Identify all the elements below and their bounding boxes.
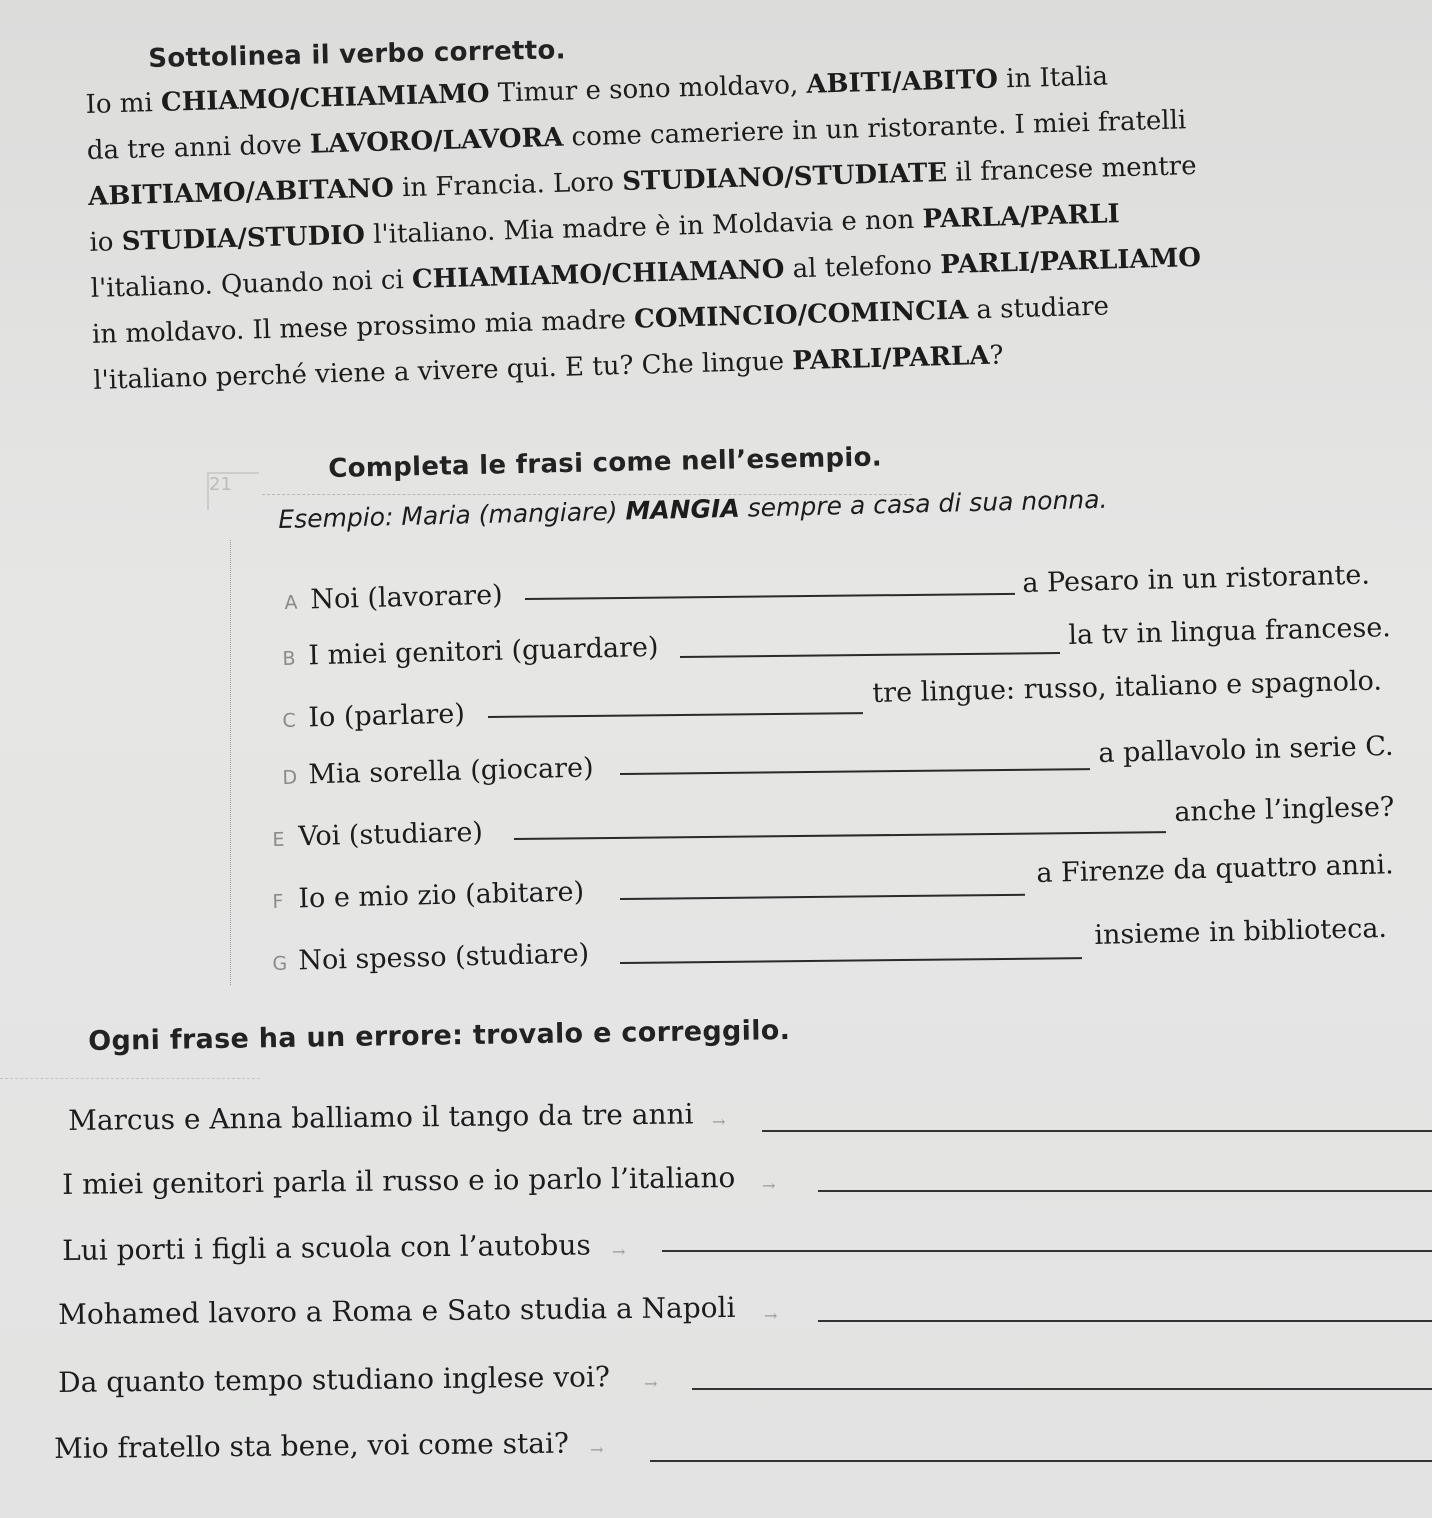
verb-choice[interactable]: ABITIAMO/ABITANO — [87, 173, 395, 212]
answer-blank[interactable] — [620, 894, 1025, 900]
error-sentence: Da quanto tempo studiano inglese voi? — [58, 1360, 611, 1399]
exercise2-title: Completa le frasi come nell’esempio. — [328, 442, 883, 484]
item-letter: B — [282, 647, 296, 670]
section-divider — [0, 1078, 260, 1079]
arrow-icon: → — [712, 1112, 726, 1131]
answer-blank[interactable] — [514, 831, 1166, 840]
answer-blank[interactable] — [525, 593, 1015, 600]
item-tail: a pallavolo in serie C. — [1098, 730, 1394, 769]
exercise-number: 21 — [207, 472, 259, 510]
text-segment: Io mi — [85, 87, 162, 120]
verb-choice[interactable]: PARLI/PARLIAMO — [939, 242, 1202, 281]
item-subject: I miei genitori (guardare) — [307, 631, 659, 672]
item-tail: a Firenze da quattro anni. — [1036, 849, 1395, 889]
text-segment: l'italiano perché viene a vivere qui. E tu? Che lingue — [92, 346, 793, 396]
arrow-icon: → — [764, 1306, 778, 1325]
item-tail: anche l’inglese? — [1174, 791, 1395, 828]
error-sentence: I miei genitori parla il russo e io parlo l’italiano — [62, 1160, 736, 1201]
item-subject: Io e mio zio (abitare) — [297, 876, 585, 915]
text-segment: a studiare — [967, 291, 1110, 326]
verb-choice[interactable]: PARLI/PARLA — [791, 340, 990, 377]
text-segment: da tre anni dove — [86, 129, 311, 166]
item-subject: Noi spesso (studiare) — [297, 938, 590, 977]
item-subject: Voi (studiare) — [297, 816, 484, 853]
item-subject: Noi (lavorare) — [309, 579, 503, 616]
text-segment: in Francia. Loro — [393, 167, 623, 204]
item-b — [282, 632, 659, 672]
verb-choice[interactable]: STUDIA/STUDIO — [121, 220, 366, 258]
text-segment: l'italiano. Quando noi ci — [90, 264, 413, 304]
text-segment: in moldavo. Il mese prossimo mia madre — [91, 304, 635, 350]
example-answer: MANGIA — [625, 493, 741, 526]
verb-choice[interactable]: ABITI/ABITO — [806, 64, 999, 100]
text-segment: il francese mentre — [946, 151, 1197, 188]
answer-blank[interactable] — [488, 712, 863, 718]
answer-blank[interactable] — [680, 652, 1060, 658]
item-subject: Mia sorella (giocare) — [307, 752, 594, 791]
item-tail: insieme in biblioteca. — [1094, 912, 1388, 951]
example-suffix: sempre a casa di sua nonna. — [739, 484, 1108, 523]
correction-line[interactable] — [762, 1130, 1432, 1132]
verb-choice[interactable]: LAVORO/LAVORA — [309, 122, 564, 160]
item-letter: D — [282, 766, 298, 789]
text-segment: al telefono — [784, 250, 941, 285]
item-f — [272, 876, 584, 915]
example-sentence — [278, 485, 1108, 534]
item-letter: F — [272, 890, 284, 913]
text-segment: ? — [989, 340, 1004, 371]
verb-choice[interactable]: CHIAMO/CHIAMIAMO — [160, 78, 490, 118]
arrow-icon: → — [590, 1440, 604, 1459]
item-letter: C — [282, 709, 296, 732]
item-letter: A — [284, 591, 298, 614]
answer-blank[interactable] — [620, 957, 1082, 964]
exercise1-title: Sottolinea il verbo corretto. — [148, 35, 567, 74]
item-g — [272, 938, 590, 977]
arrow-icon: → — [762, 1176, 776, 1195]
correction-line[interactable] — [662, 1250, 1432, 1252]
margin-line — [230, 540, 231, 985]
item-subject: Io (parlare) — [307, 698, 466, 734]
correction-line[interactable] — [650, 1460, 1432, 1462]
verb-choice[interactable]: CHIAMIAMO/CHIAMANO — [411, 254, 785, 295]
exercise1-paragraph — [85, 50, 1234, 404]
item-letter: G — [272, 952, 288, 975]
correction-line[interactable] — [692, 1388, 1432, 1390]
example-prefix: Esempio: Maria (mangiare) — [278, 496, 626, 534]
error-sentence: Lui porti i figli a scuola con l’autobus — [62, 1228, 591, 1267]
item-letter: E — [272, 828, 285, 851]
error-sentence: Marcus e Anna balliamo il tango da tre anni — [68, 1097, 694, 1137]
text-segment: l'italiano. Mia madre è in Moldavia e non — [364, 204, 923, 251]
verb-choice[interactable]: COMINCIO/COMINCIA — [633, 295, 969, 335]
correction-line[interactable] — [818, 1190, 1432, 1192]
text-segment: in Italia — [997, 61, 1109, 95]
verb-choice[interactable]: STUDIANO/STUDIATE — [621, 157, 948, 198]
error-sentence: Mio fratello sta bene, voi come stai? — [54, 1426, 570, 1465]
item-tail: a Pesaro in un ristorante. — [1022, 559, 1371, 599]
item-d — [282, 752, 594, 791]
text-segment: come cameriere in un ristorante. I miei fratelli — [562, 105, 1187, 153]
item-tail: tre lingue: russo, italiano e spagnolo. — [872, 665, 1383, 709]
answer-blank[interactable] — [620, 768, 1090, 775]
item-tail: la tv in lingua francese. — [1068, 612, 1392, 651]
item-c — [282, 699, 465, 734]
verb-choice[interactable]: PARLA/PARLI — [922, 199, 1121, 235]
text-segment: io — [89, 227, 123, 258]
arrow-icon: → — [644, 1374, 658, 1393]
item-a — [284, 580, 503, 616]
correction-line[interactable] — [818, 1320, 1432, 1322]
error-sentence: Mohamed lavoro a Roma e Sato studia a Napoli — [58, 1290, 736, 1331]
arrow-icon: → — [612, 1242, 626, 1261]
exercise3-title: Ogni frase ha un errore: trovalo e correggilo. — [88, 1014, 791, 1057]
item-e — [272, 817, 483, 853]
text-segment: Timur e sono moldavo, — [489, 69, 807, 109]
